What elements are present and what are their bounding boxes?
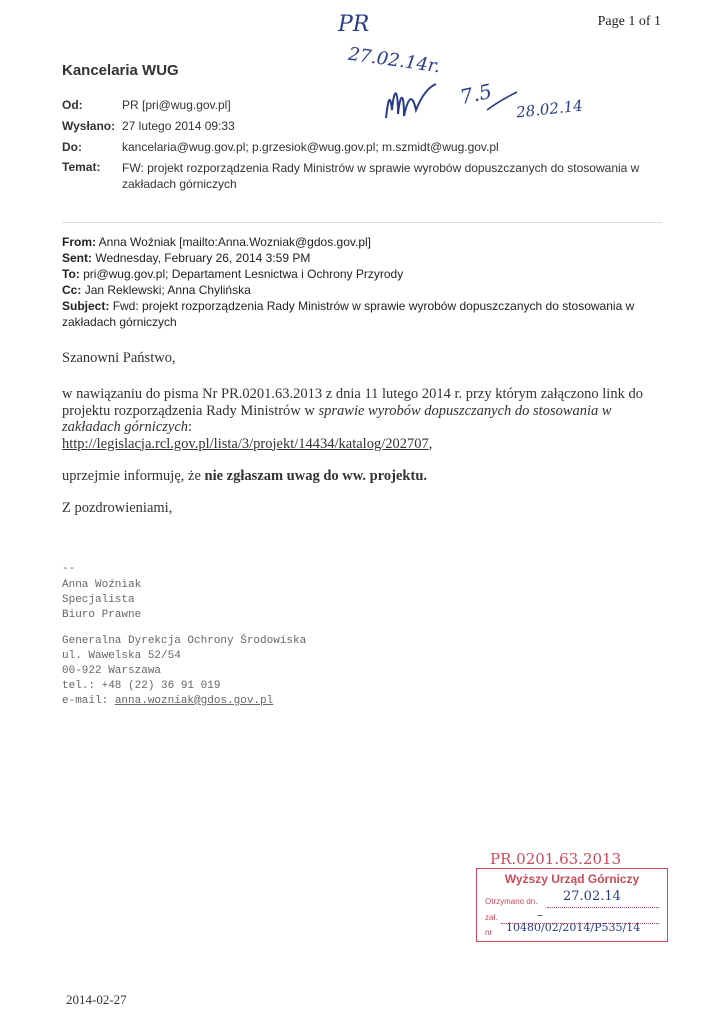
fwd-sent-value: Wednesday, February 26, 2014 3:59 PM [95,251,311,265]
body-paragraph-1 [62,386,662,452]
stamp-received-date: 27.02.14 [563,889,621,904]
handwritten-slash-icon [485,90,519,112]
legislation-link[interactable]: http://legislacja.rcl.gov.pl/lista/3/projekt/14434/katalog/202707 [62,435,429,452]
stamp-received-line [547,907,659,908]
signature-city: 00-922 Warszawa [62,665,162,677]
header-sent-row [62,119,235,133]
sent-value: 27 lutego 2014 09:33 [122,119,235,133]
from-value: PR [pri@wug.gov.pl] [122,98,231,112]
signature-phone: tel.: +48 (22) 36 91 019 [62,680,221,692]
paragraph-1-text: w nawiązaniu do pisma Nr PR.0201.63.2013 z dnia 11 lutego 2014 r. przy którym załączono link do projektu rozporządzenia Rady Ministrów w [62,386,643,419]
stamp-reference: PR.0201.63.2013 [490,850,622,868]
subject-label: Temat: [62,160,101,174]
paragraph-2-text: uprzejmie informuję, że [62,468,205,484]
footer-date: 2014-02-27 [66,992,127,1007]
signature-separator: -- [62,563,76,575]
fwd-cc-label: Cc: [62,283,82,297]
handwritten-initials-icon [382,80,440,124]
stamp-attachments-label: zał. [485,913,498,922]
header-from-row [62,98,231,112]
body-paragraph-2 [62,468,662,485]
forwarded-cc-row [62,282,662,298]
fwd-subject-value: Fwd: projekt rozporządzenia Rady Ministrów w sprawie wyrobów dopuszczanych do stosowania w zakładach górniczych [62,299,635,329]
subject-value: FW: projekt rozporządzenia Rady Ministrów w sprawie wyrobów dopuszczanych do stosowania w zakładach górniczych [122,161,640,191]
handwritten-pr: PR [338,12,370,37]
fwd-to-value: pri@wug.gov.pl; Departament Lesnictwa i Ochrony Przyrody [83,267,404,281]
forwarded-to-row [62,266,662,282]
stamp-attachments-value: – [537,908,543,922]
fwd-from-label: From: [62,235,96,249]
handwritten-date-right: 28.02.14 [515,96,584,122]
closing: Z pozdrowieniami, [62,500,173,516]
to-label: Do: [62,140,82,154]
fwd-subject-label: Subject: [62,299,110,313]
header-to-row [62,140,499,154]
signature-email-label: e-mail: [62,695,115,707]
paragraph-1-italic: sprawie wyrobów dopuszczanych do stosowania w zakładach górniczych [62,402,612,435]
signature-department: Biuro Prawne [62,609,142,621]
forwarded-subject-row [62,298,662,330]
paragraph-1-end: : [188,419,193,435]
stamp-registry-number: 10480/02/2014/P535/14 [506,921,641,934]
from-label: Od: [62,98,83,112]
fwd-cc-value: Jan Reklewski; Anna Chylińska [84,283,251,297]
sent-label: Wysłano: [62,119,116,133]
mailbox-title: Kancelaria WUG [62,62,179,79]
greeting: Szanowni Państwo, [62,350,176,366]
paragraph-2-bold: nie zgłaszam uwag do ww. projektu. [204,468,428,484]
to-value: kancelaria@wug.gov.pl; p.grzesiok@wug.gov.pl; m.szmidt@wug.gov.pl [122,140,499,154]
stamp-received-label: Otrzymano dn. [485,897,538,906]
stamp-number-label: nr [485,928,493,937]
signature-email-link[interactable]: anna.wozniak@gdos.gov.pl [114,695,274,707]
fwd-to-label: To: [62,267,80,281]
signature-street: ul. Wawelska 52/54 [62,650,181,662]
page-number: Page 1 of 1 [597,14,661,29]
signature-organization: Generalna Dyrekcja Ochrony Środowiska [62,635,307,647]
forwarded-sent-row [62,250,662,266]
signature-name: Anna Woźniak [62,579,142,591]
signature-email-row [62,694,273,710]
fwd-from-value: Anna Woźniak [mailto:Anna.Wozniak@gdos.gov.pl] [98,235,371,249]
forwarded-from-row [62,234,662,250]
header-subject-row [62,160,692,192]
header-divider [62,222,662,223]
fwd-sent-label: Sent: [62,251,92,265]
handwritten-note: 7.5 [457,78,494,110]
link-suffix: , [428,435,433,452]
stamp-title: Wyższy Urząd Górniczy [504,872,640,886]
signature-position: Specjalista [62,594,135,606]
handwritten-date: 27.02.14r. [346,43,442,78]
